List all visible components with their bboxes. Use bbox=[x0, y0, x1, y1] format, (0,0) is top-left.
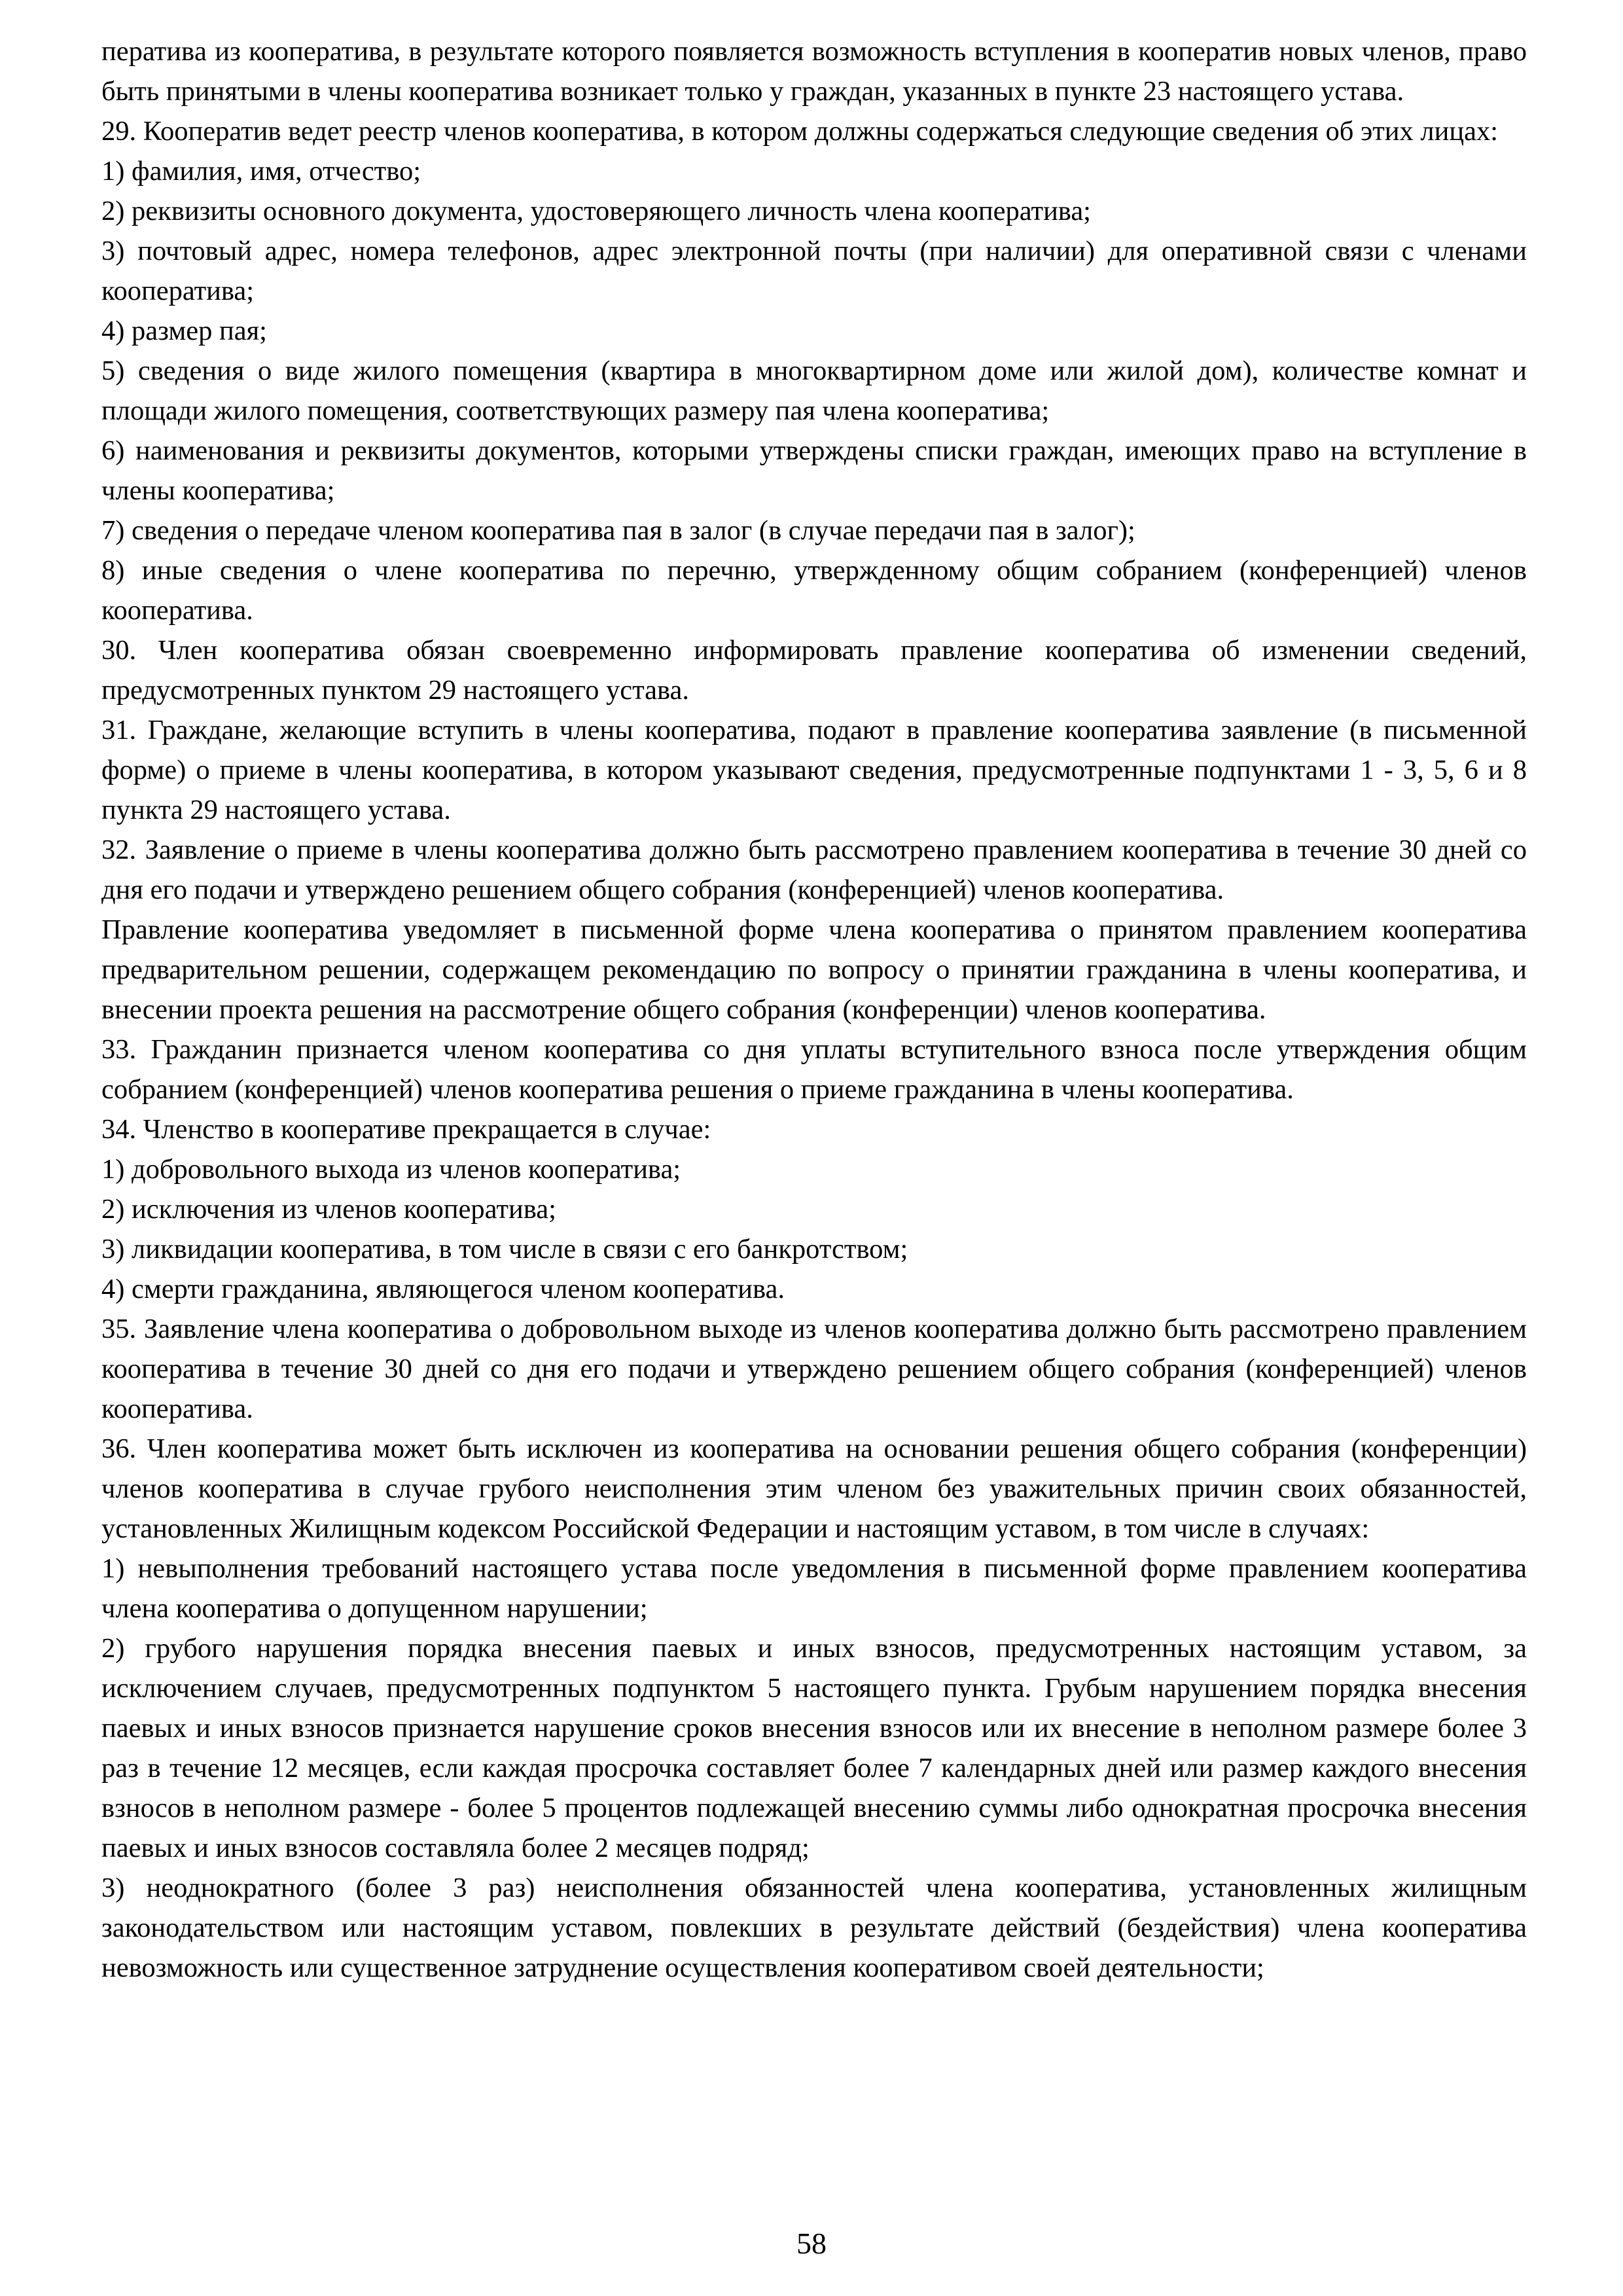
paragraph-32-continuation: Правление кооператива уведомляет в письменной форме члена кооператива о принятом правлением кооператива предварительном решении, содержащем рекомендацию по вопросу о принятии гражданина в члены кооператива, и внесении проекта решения на рассмотрение общего собрания (конференции) членов кооператива. bbox=[101, 914, 1527, 1025]
paragraph-34-item-3: 3) ликвидации кооператива, в том числе в связи с его банкротством; bbox=[101, 1234, 908, 1265]
paragraph-36-item-2: 2) грубого нарушения порядка внесения паевых и иных взносов, предусмотренных настоящим уставом, за исключением случаев, предусмотренных подпунктом 5 настоящего пункта. Грубым нарушением порядка внесения паевых и иных взносов признается нарушение сроков внесения взносов или их внесение в неполном размере более 3 раз в течение 12 месяцев, если каждая просрочка составляет более 7 календарных дней или размер каждого внесения взносов в неполном размере - более 5 процентов подлежащей внесению суммы либо однократная просрочка внесения паевых и иных взносов составляла более 2 месяцев подряд; bbox=[101, 1633, 1527, 1863]
paragraph-29-item-2: 2) реквизиты основного документа, удостоверяющего личность члена кооператива; bbox=[101, 196, 1091, 226]
paragraph-29-item-4: 4) размер пая; bbox=[101, 315, 267, 346]
paragraph-29-item-5: 5) сведения о виде жилого помещения (квартира в многоквартирном доме или жилой дом), количестве комнат и площади жилого помещения, соответствующих размеру пая члена кооператива; bbox=[101, 355, 1527, 426]
paragraph-36-item-1: 1) невыполнения требований настоящего устава после уведомления в письменной форме правлением кооператива члена кооператива о допущенном нарушении; bbox=[101, 1553, 1527, 1624]
paragraph-30: 30. Член кооператива обязан своевременно информировать правление кооператива об изменении сведений, предусмотренных пунктом 29 настоящего устава. bbox=[101, 635, 1527, 706]
paragraph-29: 29. Кооператив ведет реестр членов кооператива, в котором должны содержаться следующие сведения об этих лицах: bbox=[101, 116, 1499, 147]
page-number: 58 bbox=[796, 2227, 827, 2260]
paragraph-29-item-8: 8) иные сведения о члене кооператива по перечню, утвержденному общим собранием (конференцией) членов кооператива. bbox=[101, 555, 1527, 626]
paragraph-29-item-3: 3) почтовый адрес, номера телефонов, адрес электронной почты (при наличии) для оперативной связи с членами кооператива; bbox=[101, 236, 1527, 306]
paragraph-34-item-2: 2) исключения из членов кооператива; bbox=[101, 1194, 556, 1225]
paragraph-29-item-7: 7) сведения о передаче членом кооператива пая в залог (в случае передачи пая в залог); bbox=[101, 515, 1135, 546]
paragraph-29-item-6: 6) наименования и реквизиты документов, которыми утверждены списки граждан, имеющих право на вступление в члены кооператива; bbox=[101, 435, 1527, 506]
paragraph-34-item-1: 1) добровольного выхода из членов кооператива; bbox=[101, 1154, 681, 1185]
paragraph-33: 33. Гражданин признается членом кооператива со дня уплаты вступительного взноса после утверждения общим собранием (конференцией) членов кооператива решения о приеме гражданина в члены кооператива. bbox=[101, 1034, 1527, 1105]
paragraph-36: 36. Член кооператива может быть исключен из кооператива на основании решения общего собрания (конференции) членов кооператива в случае грубого неисполнения этим членом без уважительных причин своих обязанностей, установленных Жилищным кодексом Российской Федерации и настоящим уставом, в том числе в случаях: bbox=[101, 1433, 1527, 1544]
paragraph-29-item-1: 1) фамилия, имя, отчество; bbox=[101, 156, 421, 187]
paragraph-intro-continuation: перативa из кооператива, в результате которого появляется возможность вступления в кооператив новых членов, право быть принятыми в члены кооператива возникает только у граждан, указанных в пункте 23 настоящего устава. bbox=[101, 36, 1527, 107]
paragraph-35: 35. Заявление члена кооператива о добровольном выходе из членов кооператива должно быть рассмотрено правлением кооператива в течение 30 дней со дня его подачи и утверждено решением общего собрания (конференцией) членов кооператива. bbox=[101, 1314, 1527, 1424]
paragraph-34: 34. Членство в кооперативе прекращается в случае: bbox=[101, 1114, 711, 1145]
paragraph-32: 32. Заявление о приеме в члены кооператива должно быть рассмотрено правлением кооператива в течение 30 дней со дня его подачи и утверждено решением общего собрания (конференцией) членов кооператива. bbox=[101, 834, 1527, 905]
paragraph-36-item-3: 3) неоднократного (более 3 раз) неисполнения обязанностей члена кооператива, установленных жилищным законодательством или настоящим уставом, повлекших в результате действий (бездействия) члена кооператива невозможность или существенное затруднение осуществления кооперативом своей деятельности; bbox=[101, 1873, 1527, 1983]
document-page bbox=[101, 31, 1527, 1988]
paragraph-31: 31. Граждане, желающие вступить в члены кооператива, подают в правление кооператива заявление (в письменной форме) о приеме в члены кооператива, в котором указывают сведения, предусмотренные подпунктами 1 - 3, 5, 6 и 8 пункта 29 настоящего устава. bbox=[101, 715, 1527, 825]
paragraph-34-item-4: 4) смерти гражданина, являющегося членом кооператива. bbox=[101, 1274, 785, 1304]
